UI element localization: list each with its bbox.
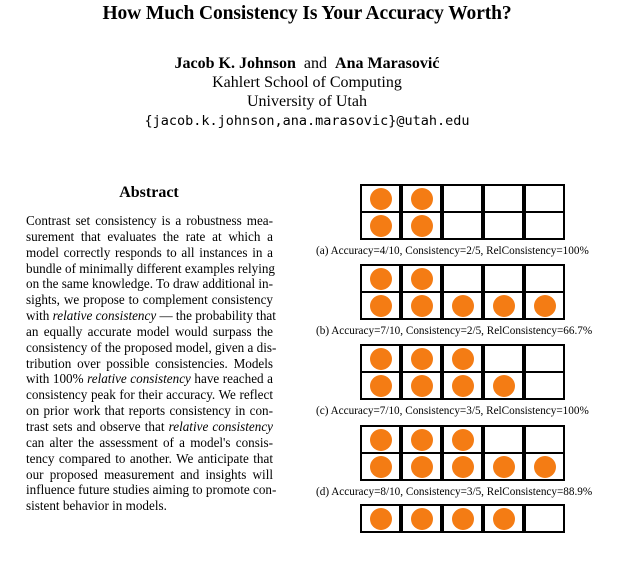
bundle-row (360, 264, 566, 293)
correct-prediction-dot (370, 456, 392, 478)
correct-prediction-dot (411, 375, 433, 397)
correct-prediction-dot (534, 456, 556, 478)
instance-cell (442, 452, 483, 481)
instance-cell (360, 264, 401, 293)
bundle-grid (360, 264, 566, 322)
bundle-grid (360, 184, 566, 242)
correct-prediction-dot (370, 508, 392, 530)
abstract-line: our proposed measurement and insights will (26, 466, 273, 482)
instance-cell (360, 452, 401, 481)
instance-cell (524, 425, 565, 454)
correct-prediction-dot (452, 375, 474, 397)
bundle-row (360, 344, 566, 373)
instance-cell (442, 344, 483, 373)
instance-cell (401, 425, 442, 454)
instance-cell (524, 371, 565, 400)
correct-prediction-dot (452, 429, 474, 451)
instance-cell (442, 264, 483, 293)
instance-cell (442, 211, 483, 240)
abstract-line: an equally accurate model would surpass the (26, 323, 273, 339)
instance-cell (360, 291, 401, 320)
abstract-line: can alter the assessment of a model's consis- (26, 434, 273, 450)
bundle-grid (360, 344, 566, 402)
correct-prediction-dot (493, 456, 515, 478)
instance-cell (483, 452, 524, 481)
bundle-row (360, 184, 566, 213)
correct-prediction-dot (452, 295, 474, 317)
correct-prediction-dot (493, 508, 515, 530)
abstract-line: tribution over possible consistencies. Models (26, 355, 273, 371)
instance-cell (483, 371, 524, 400)
instance-cell (401, 291, 442, 320)
instance-cell (524, 211, 565, 240)
correct-prediction-dot (411, 348, 433, 370)
correct-prediction-dot (411, 456, 433, 478)
abstract-line: trast sets and observe that relative consistency (26, 418, 273, 434)
paper-title: How Much Consistency Is Your Accuracy Worth? (102, 3, 512, 24)
bundle-row (360, 425, 566, 454)
instance-cell (360, 211, 401, 240)
abstract-emphasis: relative consistency (168, 418, 273, 434)
instance-cell (524, 452, 565, 481)
correct-prediction-dot (493, 375, 515, 397)
instance-cell (524, 344, 565, 373)
panel-caption: (a) Accuracy=4/10, Consistency=2/5, RelConsistency=100% (316, 245, 589, 257)
author-separator: and (303, 55, 328, 72)
instance-cell (483, 425, 524, 454)
bundle-row (360, 291, 566, 320)
instance-cell (401, 184, 442, 213)
abstract-line: with 100% relative consistency have reached a (26, 371, 273, 387)
instance-cell (524, 291, 565, 320)
abstract-line: surement that evaluates the rate at which a (26, 228, 273, 244)
abstract-heading: Abstract (119, 184, 179, 201)
instance-cell (360, 344, 401, 373)
instance-cell (360, 184, 401, 213)
figure-panel (300, 264, 642, 344)
abstract-emphasis: relative consistency (87, 371, 191, 387)
correct-prediction-dot (411, 215, 433, 237)
correct-prediction-dot (411, 429, 433, 451)
instance-cell (360, 371, 401, 400)
figure-panel (300, 425, 642, 505)
abstract-line: with relative consistency — the probability that (26, 308, 276, 324)
instance-cell (401, 264, 442, 293)
correct-prediction-dot (411, 295, 433, 317)
abstract-line: model correctly responds to all instances in a (26, 244, 273, 260)
bundle-grid (360, 425, 566, 483)
abstract-line: consistency of the proposed model, given a dis- (26, 339, 277, 355)
instance-cell (524, 264, 565, 293)
correct-prediction-dot (370, 375, 392, 397)
affiliation-university: University of Utah (247, 93, 367, 110)
affiliation-school: Kahlert School of Computing (212, 74, 402, 91)
instance-cell (442, 425, 483, 454)
correct-prediction-dot (452, 456, 474, 478)
instance-cell (483, 291, 524, 320)
correct-prediction-dot (370, 188, 392, 210)
correct-prediction-dot (452, 348, 474, 370)
abstract-body (26, 213, 277, 514)
author-line (0, 55, 614, 73)
abstract-line: on the same knowledge. To draw additional in- (26, 276, 273, 292)
instance-cell (483, 211, 524, 240)
correct-prediction-dot (370, 348, 392, 370)
instance-cell (401, 452, 442, 481)
correct-prediction-dot (411, 188, 433, 210)
abstract-line: bundle of minimally different examples relying (26, 260, 275, 276)
instance-cell (483, 344, 524, 373)
panel-caption: (d) Accuracy=8/10, Consistency=3/5, RelConsistency=88.9% (316, 486, 593, 498)
correct-prediction-dot (370, 268, 392, 290)
instance-cell (483, 184, 524, 213)
correct-prediction-dot (534, 295, 556, 317)
correct-prediction-dot (411, 268, 433, 290)
bundle-row (360, 371, 566, 400)
instance-cell (360, 425, 401, 454)
correct-prediction-dot (411, 508, 433, 530)
correct-prediction-dot (370, 295, 392, 317)
abstract-line: sights, we propose to complement consistency (26, 292, 273, 308)
instance-cell (442, 291, 483, 320)
abstract-line: on prior work that reports consistency in con- (26, 403, 273, 419)
correct-prediction-dot (370, 429, 392, 451)
abstract-emphasis: relative consistency (52, 308, 157, 324)
author-emails: {jacob.k.johnson,ana.marasovic}@utah.edu (144, 113, 470, 129)
author-1: Jacob K. Johnson (174, 55, 296, 72)
abstract-line: Contrast set consistency is a robustness mea- (26, 213, 273, 228)
abstract-line: consistency peak for their accuracy. We reflect (26, 387, 273, 403)
instance-cell (442, 371, 483, 400)
correct-prediction-dot (452, 508, 474, 530)
figure-panel (300, 344, 642, 424)
consistency-figure (300, 180, 642, 519)
correct-prediction-dot (493, 295, 515, 317)
figure-panel (300, 504, 642, 584)
author-2: Ana Marasović (335, 55, 440, 72)
instance-cell (401, 371, 442, 400)
abstract-line: tency compared to another. We anticipate that (26, 450, 273, 466)
figure-panel (300, 184, 642, 264)
instance-cell (442, 184, 483, 213)
correct-prediction-dot (370, 215, 392, 237)
abstract-line: influence future studies aiming to promote con- (26, 482, 277, 498)
instance-cell (401, 211, 442, 240)
instance-cell (401, 344, 442, 373)
instance-cell (524, 184, 565, 213)
abstract-line: sistent behavior in models. (26, 498, 167, 514)
bundle-row (360, 452, 566, 481)
panel-caption: (c) Accuracy=7/10, Consistency=3/5, RelConsistency=100% (316, 405, 589, 417)
panel-caption: (b) Accuracy=7/10, Consistency=2/5, RelConsistency=66.7% (316, 325, 593, 337)
bundle-row (360, 211, 566, 240)
bundle-grid (360, 504, 566, 562)
instance-cell (483, 264, 524, 293)
